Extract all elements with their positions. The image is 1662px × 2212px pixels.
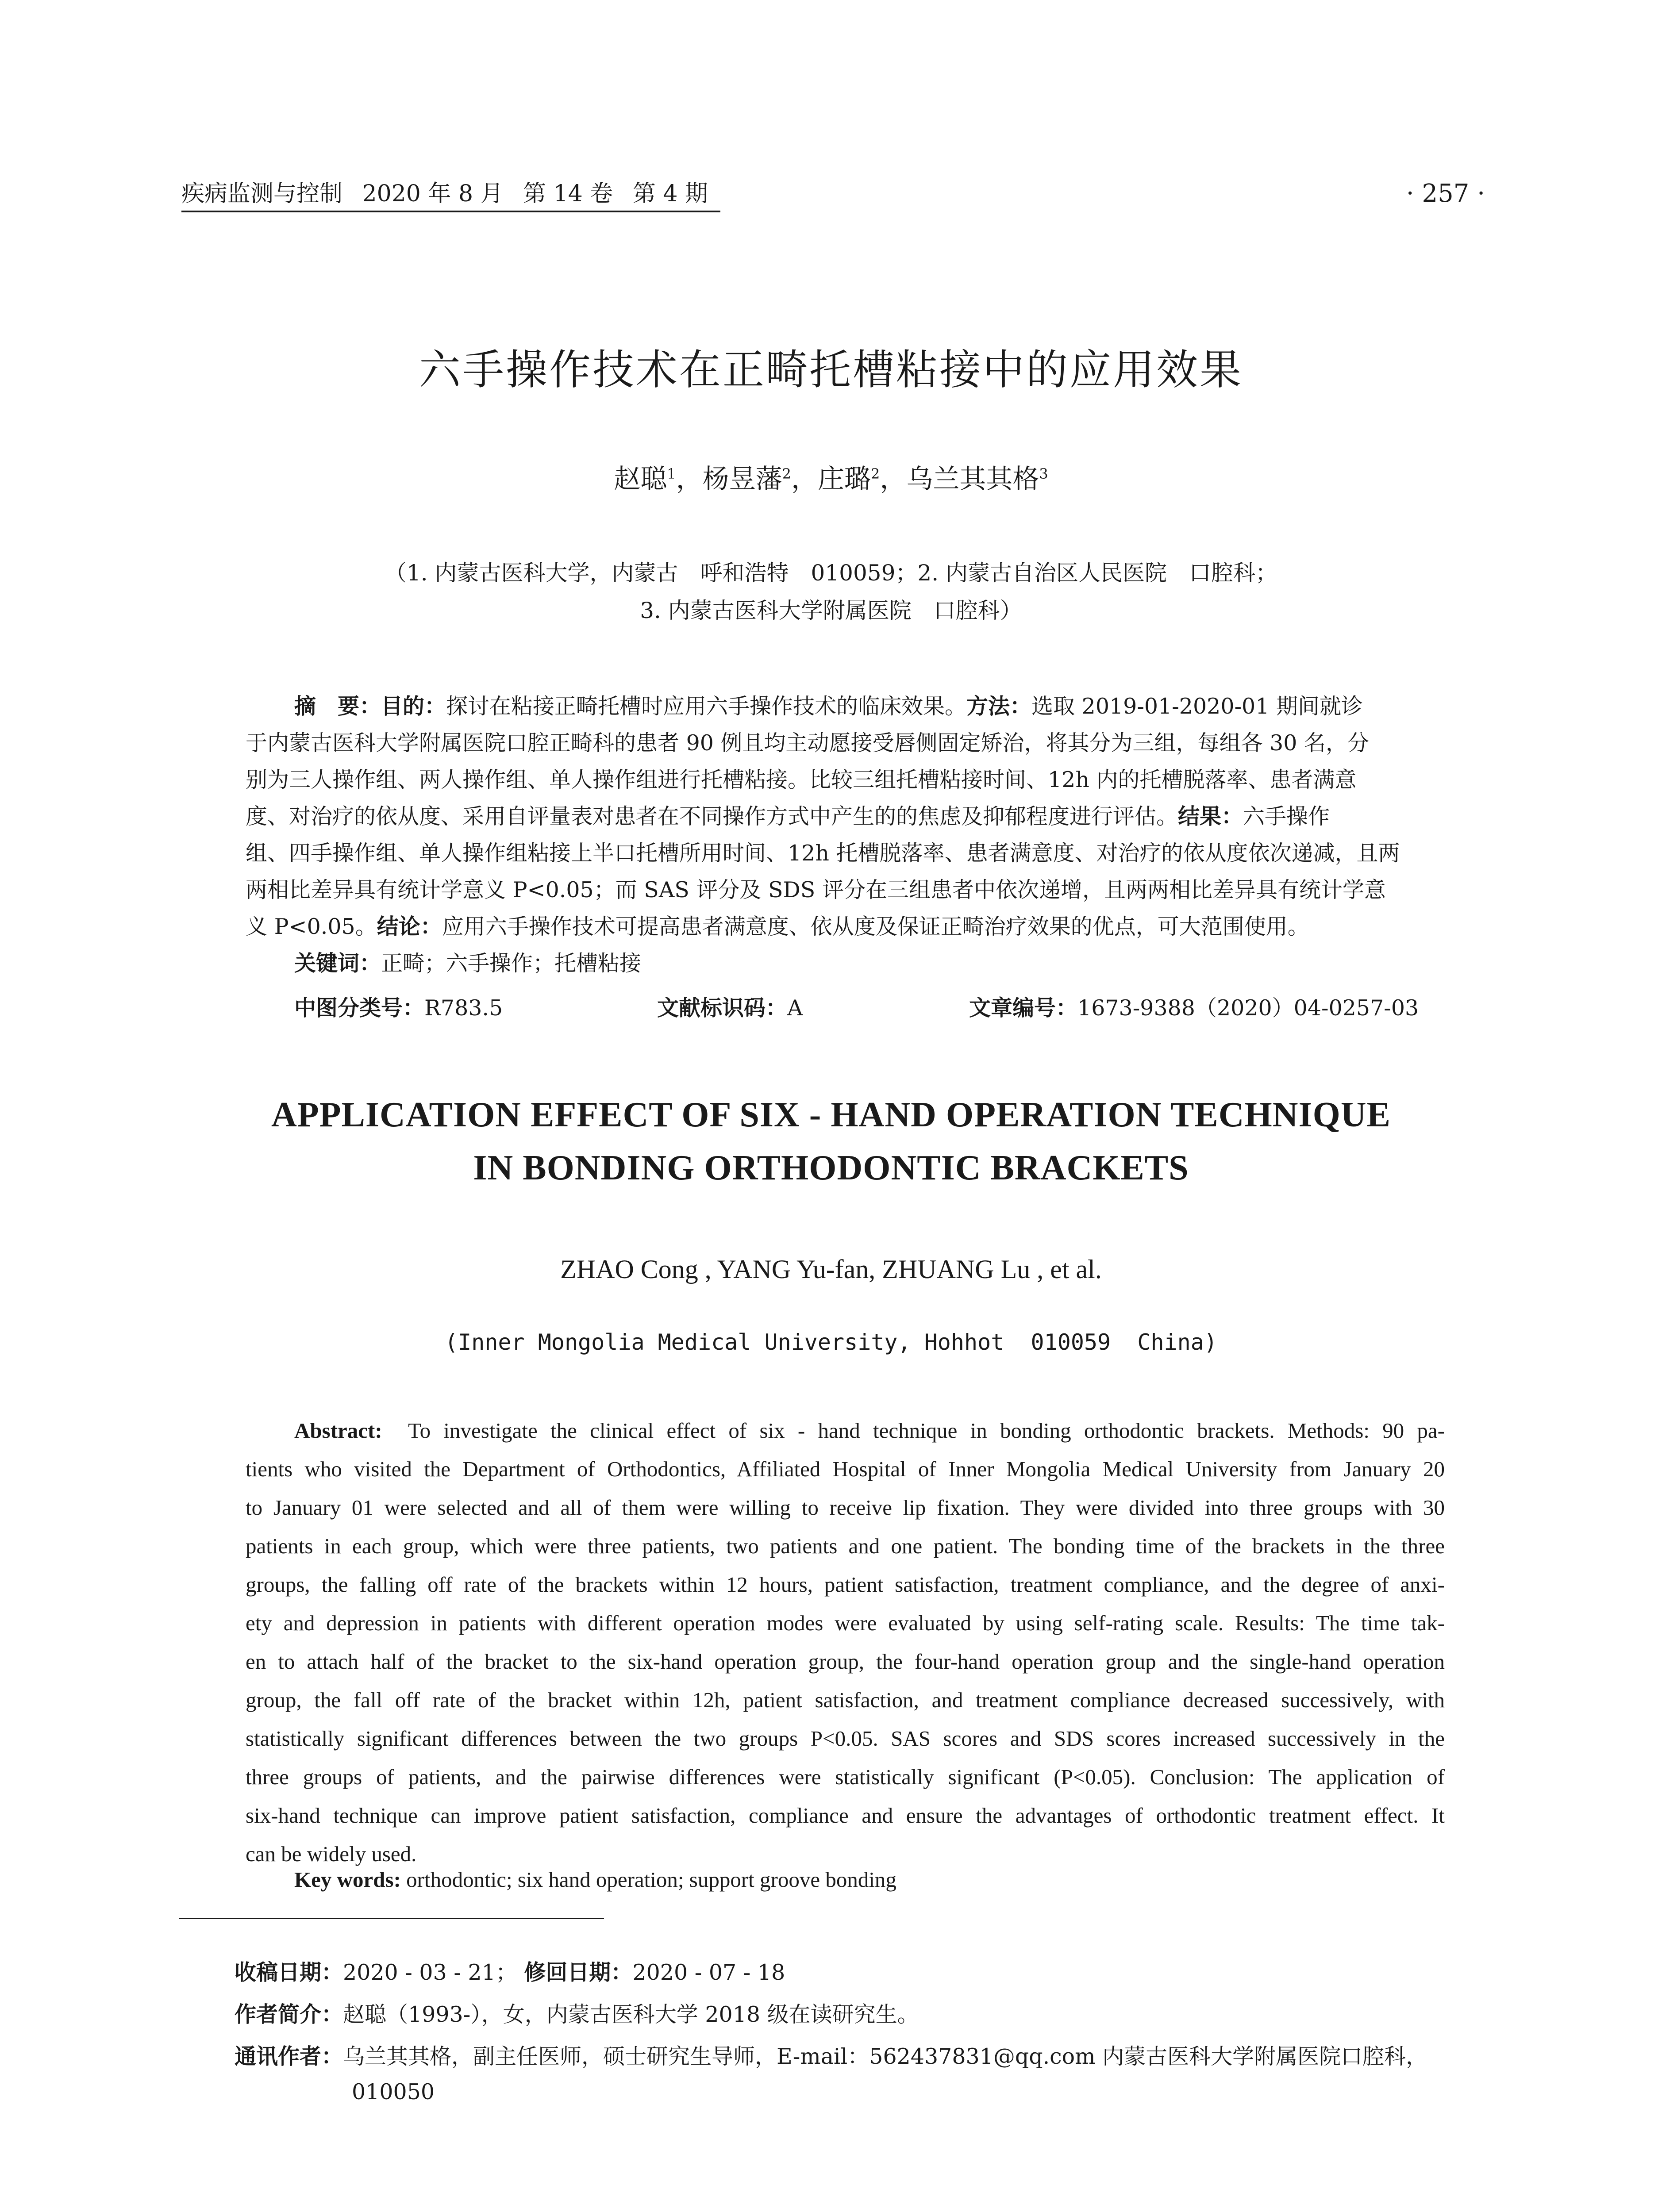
journal-issue: 第 4 期 [632, 180, 708, 207]
title-en-line: IN BONDING ORTHODONTIC BRACKETS [473, 1148, 1189, 1187]
affiliation-mark: 3 [1039, 465, 1048, 482]
abstract-en-line: six-hand technique can improve patient satisfaction, compliance and ensure the advantages of orthodontic treatment effect. It [246, 1803, 1445, 1828]
author-name: 庄璐 [818, 464, 871, 495]
author-bio-text: 赵聪（1993-），女，内蒙古医科大学 2018 级在读研究生。 [343, 2002, 919, 2027]
section-label: 结论： [377, 914, 442, 939]
clc-number [294, 991, 503, 1022]
article-title-en [0, 1088, 1662, 1194]
author-list-cn: 赵聪$^1$，杨昱藩$^2$，庄璐$^2$，乌兰其其格$^3$ [614, 464, 1048, 495]
abstract-en-line: en to attach half of the bracket to the six-hand operation group, the four-hand operation group and the single-hand operation [246, 1649, 1445, 1674]
article-number [969, 991, 1419, 1022]
keywords-cn-text: 正畸；六手操作；托槽粘接 [381, 951, 642, 976]
abstract-en-line: ety and depression in patients with different operation modes were evaluated by using self-rating scale. Results: The time tak- [246, 1611, 1445, 1635]
author-bio-label: 作者简介： [235, 2002, 343, 2027]
article-title-cn: 六手操作技术在正畸托槽粘接中的应用效果 [419, 346, 1243, 394]
abstract-en-line: group, the fall off rate of the bracket within 12h, patient satisfaction, and treatment compliance decreased successively, with [246, 1688, 1445, 1712]
affiliation-mark: 1 [667, 465, 676, 482]
document-code [657, 991, 803, 1022]
abstract-cn-text: 六手操作 [1243, 804, 1330, 829]
abstract-en-line: groups, the falling off rate of the brackets within 12 hours, patient satisfaction, treatment compliance, and the degree of anxi- [246, 1572, 1445, 1597]
abstract-cn-text: 两相比差异具有统计学意义 P<0.05；而 SAS 评分及 SDS 评分在三组患者中依次递增，且两两相比差异具有统计学意 [246, 877, 1386, 902]
article-no-value: 1673-9388（2020）04-0257-03 [1077, 995, 1419, 1021]
keywords-cn [246, 945, 1440, 982]
abstract-en-line: statistically significant differences between the two groups P<0.05. SAS scores and SDS scores increased successively in the [246, 1726, 1445, 1751]
author-name: 乌兰其其格 [906, 464, 1039, 495]
doc-code-value: A [787, 995, 803, 1021]
abstract-cn-text: 组、四手操作组、单人操作组粘接上半口托槽所用时间、12h 托槽脱落率、患者满意度、对治疗的依从度依次递减，且两 [246, 841, 1400, 866]
page-number: · 257 · [1406, 179, 1485, 208]
abstract-cn-text: 探讨在粘接正畸托槽时应用六手操作技术的临床效果。 [446, 694, 967, 719]
abstract-en-line: patients in each group, which were three patients, two patients and one patient. The bonding time of the brackets in the three [246, 1534, 1445, 1558]
corresponding-postcode: 010050 [352, 2079, 435, 2104]
corresponding-label: 通讯作者： [235, 2044, 343, 2069]
footnote-corresponding [235, 2039, 1427, 2070]
keywords-en-label: Key words: [294, 1867, 401, 1892]
affiliation-cn-line: 3. 内蒙古医科大学附属医院 口腔科） [640, 598, 1022, 623]
journal-date: 2020 年 8 月 [362, 180, 504, 207]
abstract-cn-text: 于内蒙古医科大学附属医院口腔正畸科的患者 90 例且均主动愿接受唇侧固定矫治，将其分为三组，每组各 30 名，分 [246, 730, 1370, 756]
journal-name: 疾病监测与控制 [181, 180, 343, 207]
received-label: 收稿日期： [235, 1960, 343, 1985]
abstract-cn-label: 摘 要： [294, 694, 381, 719]
abstract-en-label: Abstract: [294, 1418, 382, 1443]
abstract-cn-text: 应用六手操作技术可提高患者满意度、依从度及保证正畸治疗效果的优点，可大范围使用。 [442, 914, 1309, 939]
abstract-en [246, 1411, 1445, 1873]
abstract-en-line: to January 01 were selected and all of them were willing to receive lip fixation. They were divided into three groups with 30 [246, 1495, 1445, 1520]
affiliation-mark: 2 [871, 465, 880, 482]
abstract-en-line [246, 1411, 1445, 1450]
section-label: 结果： [1178, 804, 1243, 829]
keywords-en [294, 1867, 896, 1892]
author-list-en: ZHAO Cong , YANG Yu-fan, ZHUANG Lu , et al. [560, 1255, 1102, 1284]
abstract-en-line: can be widely used. [246, 1842, 417, 1866]
author-name: 赵聪 [614, 464, 667, 495]
abstract-en-line: three groups of patients, and the pairwise differences were statistically significant (P<0.05). Conclusion: The application of [246, 1765, 1445, 1789]
doc-code-label: 文献标识码： [657, 995, 788, 1021]
abstract-cn-text: 选取 2019-01-2020-01 期间就诊 [1031, 694, 1363, 719]
affiliation-cn-line: （1. 内蒙古医科大学，内蒙古 呼和浩特 010059；2. 内蒙古自治区人民医院 口腔科； [384, 560, 1278, 586]
clc-value: R783.5 [424, 995, 503, 1021]
affiliation-en: (Inner Mongolia Medical University, Hohhot 010059 China) [445, 1329, 1217, 1355]
clc-label: 中图分类号： [294, 995, 425, 1021]
abstract-cn-text: 义 P<0.05。 [246, 914, 377, 939]
revised-date: 2020 - 07 - 18 [632, 1960, 785, 1985]
author-name: 杨昱藩 [702, 464, 782, 495]
footnote-dates [235, 1955, 785, 1986]
footnote-author-bio [235, 1997, 919, 2028]
received-date: 2020 - 03 - 21； [343, 1960, 517, 1985]
abstract-en-line: tients who visited the Department of Orthodontics, Affiliated Hospital of Inner Mongolia Medical University from January 20 [246, 1457, 1445, 1481]
revised-label: 修回日期： [524, 1960, 633, 1985]
abstract-cn-line [246, 798, 1440, 835]
abstract-en-text: To investigate the clinical effect of six - hand technique in bonding orthodontic brackets. Methods: 90 pa- [408, 1418, 1445, 1443]
abstract-cn-text: 度、对治疗的依从度、采用自评量表对患者在不同操作方式中产生的的焦虑及抑郁程度进行评估。 [246, 804, 1178, 829]
keywords-en-text: orthodontic; six hand operation; support groove bonding [406, 1867, 896, 1892]
keywords-cn-label: 关键词： [294, 951, 381, 976]
abstract-cn-line [246, 688, 1440, 725]
abstract-cn-text: 别为三人操作组、两人操作组、单人操作组进行托槽粘接。比较三组托槽粘接时间、12h 内的托槽脱落率、患者满意 [246, 767, 1357, 792]
journal-volume: 第 14 卷 [523, 180, 613, 207]
footnote-divider [179, 1918, 604, 1919]
section-label: 方法： [966, 694, 1032, 719]
abstract-cn-line [246, 761, 1440, 798]
journal-header [181, 175, 720, 212]
affiliation-mark: 2 [782, 465, 791, 482]
corresponding-text: 乌兰其其格，副主任医师，硕士研究生导师，E-mail：562437831@qq.com 内蒙古医科大学附属医院口腔科， [343, 2044, 1428, 2069]
title-en-line: APPLICATION EFFECT OF SIX - HAND OPERATION TECHNIQUE [271, 1095, 1391, 1134]
abstract-cn-line [246, 908, 1440, 945]
abstract-cn [246, 688, 1440, 982]
section-label: 目的： [381, 694, 446, 719]
abstract-cn-line [246, 725, 1440, 761]
article-no-label: 文章编号： [969, 995, 1078, 1021]
abstract-cn-line [246, 835, 1440, 872]
abstract-cn-line [246, 872, 1440, 908]
